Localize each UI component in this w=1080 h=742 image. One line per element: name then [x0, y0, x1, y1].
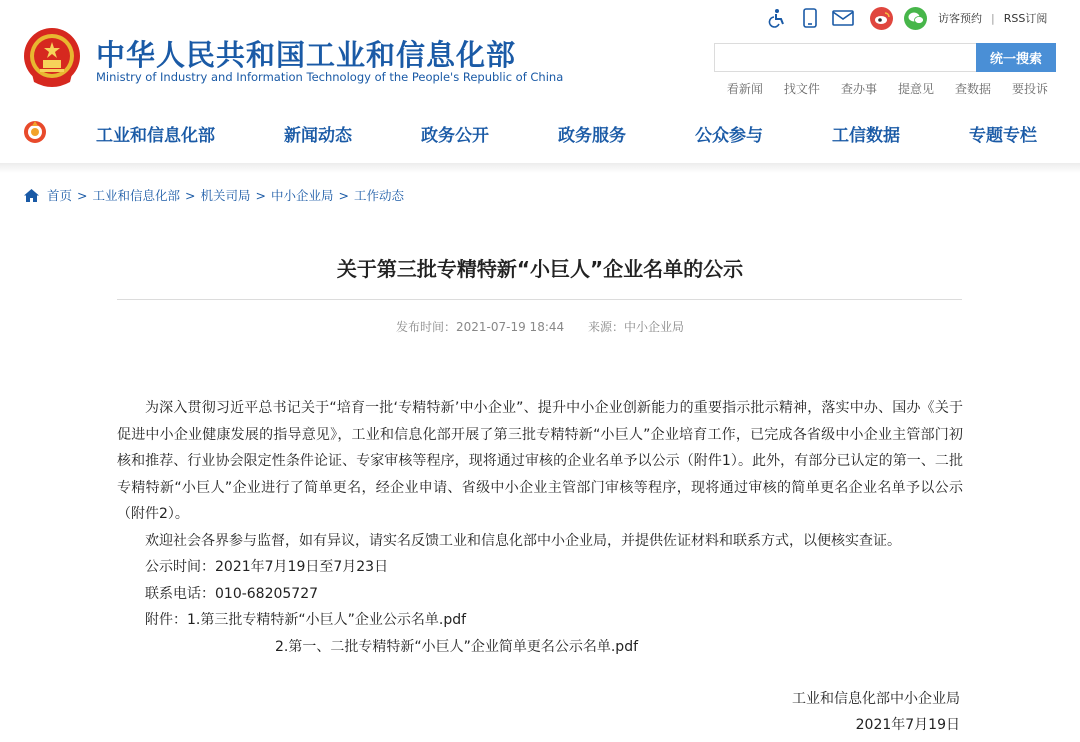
quick-link-news[interactable]: 看新闻	[726, 82, 763, 96]
breadcrumb-miit[interactable]: 工业和信息化部	[92, 188, 181, 203]
ministry-logo-icon[interactable]	[22, 119, 48, 145]
article-source: 来源：中小企业局	[587, 320, 684, 334]
article-title: 关于第三批专精特新“小巨人”企业名单的公示	[336, 257, 744, 281]
breadcrumb-home[interactable]: 首页	[47, 188, 73, 203]
nav-item-participation[interactable]: 公众参与	[695, 126, 763, 146]
breadcrumb	[24, 186, 404, 204]
search-button[interactable]: 统一搜索	[976, 43, 1056, 72]
breadcrumb-separator: >	[77, 187, 88, 203]
breadcrumb-separator: >	[185, 187, 196, 203]
national-emblem-logo[interactable]	[22, 26, 82, 88]
notice-period: 公示时间：2021年7月19日至7月23日	[145, 559, 389, 575]
attachment-row	[117, 634, 963, 661]
rss-link[interactable]: RSS订阅	[1003, 12, 1048, 25]
contact-phone: 联系电话：010-68205727	[145, 585, 319, 602]
accessibility-icon[interactable]	[766, 7, 788, 29]
article-meta	[0, 318, 1080, 335]
quick-link-data[interactable]: 查数据	[954, 82, 991, 96]
quick-link-files[interactable]: 找文件	[783, 82, 820, 96]
search-input[interactable]	[714, 43, 976, 72]
quick-links	[706, 80, 1048, 97]
signature-date: 2021年7月19日	[855, 717, 960, 733]
mobile-icon[interactable]	[799, 7, 821, 29]
quick-link-feedback[interactable]: 提意见	[897, 82, 934, 96]
main-nav	[0, 112, 1080, 152]
top-toolbar	[766, 7, 1047, 29]
publish-time: 发布时间：2021-07-19 18:44	[396, 320, 565, 334]
nav-item-miit[interactable]: 工业和信息化部	[96, 126, 215, 146]
home-icon[interactable]	[24, 189, 39, 202]
site-subtitle: Ministry of Industry and Information Technology of the People's Republic of China	[96, 70, 564, 84]
attachment-1-link[interactable]: 1.第三批专精特新“小巨人”企业公示名单.pdf	[187, 612, 467, 628]
site-header	[0, 0, 1080, 165]
nav-item-topics[interactable]: 专题专栏	[969, 126, 1037, 146]
nav-item-gov-services[interactable]: 政务服务	[558, 126, 626, 146]
quick-link-services[interactable]: 查办事	[840, 82, 877, 96]
article-body	[117, 395, 963, 660]
nav-item-news[interactable]: 新闻动态	[284, 126, 352, 146]
nav-item-data[interactable]: 工信数据	[832, 126, 900, 146]
signature-block	[792, 686, 960, 738]
article-paragraph: 欢迎社会各界参与监督，如有异议，请实名反馈工业和信息化部中小企业局，并提供佐证材料和联系方式，以便核实查证。	[145, 532, 901, 549]
breadcrumb-sme-bureau[interactable]: 中小企业局	[271, 188, 334, 203]
quick-link-complaint[interactable]: 要投诉	[1011, 82, 1048, 96]
attachment-2-link[interactable]: 2.第一、二批专精特新“小巨人”企业简单更名公示名单.pdf	[275, 638, 639, 655]
top-separator: |	[991, 11, 995, 25]
attachment-row	[117, 607, 963, 634]
visit-appointment-link[interactable]: 访客预约	[938, 12, 982, 25]
attachment-label: 附件：	[145, 612, 187, 628]
breadcrumb-work-news[interactable]: 工作动态	[354, 188, 405, 203]
mail-icon[interactable]	[832, 7, 854, 29]
breadcrumb-departments[interactable]: 机关司局	[200, 188, 251, 203]
breadcrumb-separator: >	[338, 187, 349, 203]
search-bar	[714, 43, 1056, 72]
weibo-icon[interactable]	[870, 7, 893, 30]
title-divider	[117, 299, 962, 300]
site-title[interactable]: 中华人民共和国工业和信息化部	[96, 38, 517, 72]
wechat-icon[interactable]	[904, 7, 927, 30]
nav-item-gov-affairs[interactable]: 政务公开	[421, 126, 489, 146]
signature-org: 工业和信息化部中小企业局	[792, 691, 960, 707]
header-shadow	[0, 163, 1080, 173]
article-paragraph: 为深入贯彻习近平总书记关于“培育一批‘专精特新’中小企业”、提升中小企业创新能力的重要指示批示精神，落实中办、国办《关于促进中小企业健康发展的指导意见》，工业和信息化部开展了第三批专精特新“小巨人”企业培育工作，已完成各省级中小企业主管部门初核和推荐、行业协会限定性条件论证、专家审核等程序，现将通过审核的企业名单予以公示（附件1）。此外，有部分已认定的第一、二批专精特新“小巨人”企业进行了简单更名，经企业申请、省级中小企业主管部门审核等程序，现将通过审核的简单更名企业名单予以公示（附件2）。	[117, 400, 963, 522]
breadcrumb-separator: >	[255, 187, 266, 203]
